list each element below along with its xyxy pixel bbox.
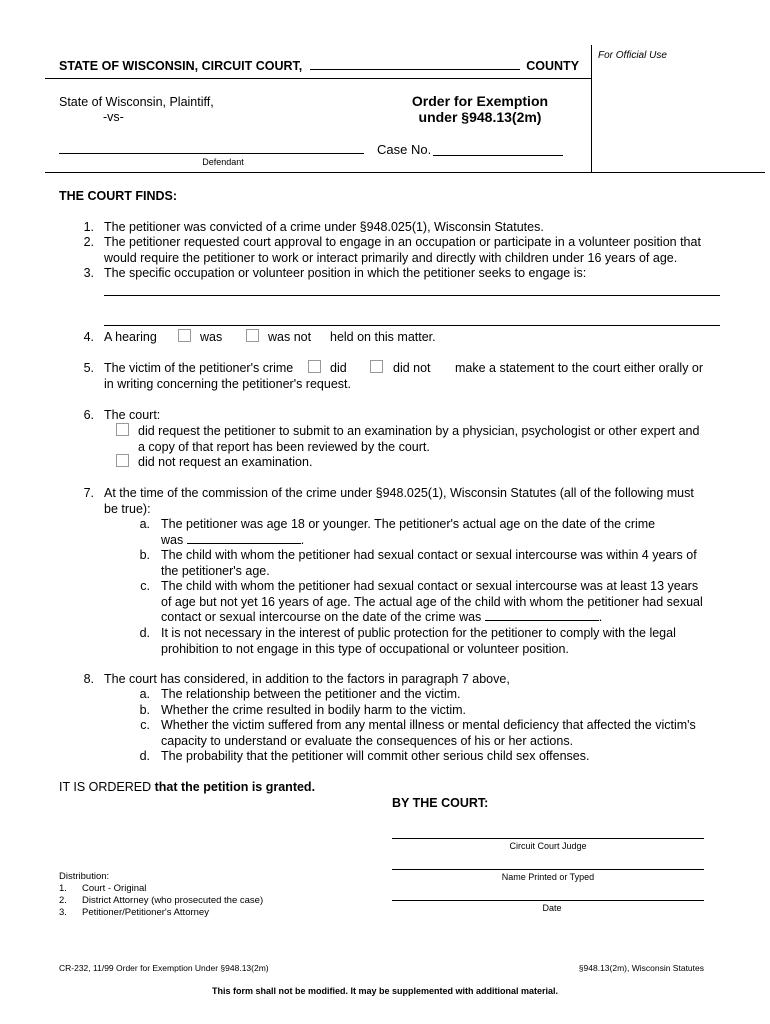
judge-signature-line[interactable] [392,838,704,839]
subitem-letter: b. [139,703,150,717]
court-label: STATE OF WISCONSIN, CIRCUIT COURT, [59,59,303,73]
court-caption [59,59,579,73]
hearing-was-not-checkbox[interactable] [246,329,259,342]
order-statement: IT IS ORDERED that the petition is granted. [59,780,316,794]
victim-line-2: in writing concerning the petitioner's request. [104,377,351,391]
item-number: 3. [83,266,94,280]
findings-heading: THE COURT FINDS: [59,189,178,203]
finding-8d: The probability that the petitioner will commit other serious child sex offenses. [161,749,590,763]
county-name-field[interactable] [310,69,520,70]
item-number: 5. [83,361,94,375]
distribution-list [59,871,263,919]
distribution-heading: Distribution: [59,871,110,882]
date-line[interactable] [392,900,704,901]
child-age-field[interactable] [485,620,599,621]
item-number: 6. [83,408,94,422]
finding-7d: It is not necessary in the interest of public protection for the petitioner to comply with the legal prohibition to not engage in this type of occupational or volunteer position. [161,626,676,656]
finding-7: At the time of the commission of the crime under §948.025(1), Wisconsin Statutes (all of the following must be true): [104,486,694,516]
item-number: 7. [83,486,94,500]
title-line-1: Order for Exemption [411,93,549,109]
statute-reference: §948.13(2m), Wisconsin Statutes [578,963,704,973]
distribution-item: 3. Petitioner/Petitioner's Attorney [59,907,209,918]
item-number: 8. [83,672,94,686]
case-no-field[interactable] [433,155,563,156]
victim-did-label: did [330,361,347,375]
finding-1: The petitioner was convicted of a crime under §948.025(1), Wisconsin Statutes. [104,220,544,234]
finding-8c: Whether the victim suffered from any mental illness or mental deficiency that affected the victim's capacity to understand or evaluate the consequences of his or her actions. [161,718,696,748]
finding-7b: The child with whom the petitioner had sexual contact or sexual intercourse was within 4 years of the petitioner's age. [161,548,697,578]
victim-did-not-label: did not [393,361,431,375]
finding-2: The petitioner requested court approval to engage in an occupation or participate in a volunteer position that would require the petitioner to work or interact primarily and directly with children under 16 years of age. [104,235,701,265]
item-number: 1. [83,220,94,234]
exam-not-requested-checkbox[interactable] [116,454,129,467]
date-label: Date [542,903,562,913]
county-label: COUNTY [526,59,580,73]
name-printed-line[interactable] [392,869,704,870]
subitem-letter: a. [139,687,150,701]
hearing-was-not-label: was not [268,330,312,344]
header-bottom-rule [45,172,765,173]
victim-did-checkbox[interactable] [308,360,321,373]
defendant-field[interactable] [59,153,364,154]
finding-3: The specific occupation or volunteer position in which the petitioner seeks to engage is: [104,266,587,280]
header-top-rule [45,78,591,79]
finding-8b: Whether the crime resulted in bodily harm to the victim. [161,703,466,717]
name-printed-label: Name Printed or Typed [501,872,595,882]
case-no-label: Case No. [377,142,432,157]
exam-requested-text: did request the petitioner to submit to an examination by a physician, psychologist or other expert and a copy of that report has been reviewed by the court. [138,424,700,454]
finding-8a: The relationship between the petitioner and the victim. [161,687,461,701]
exam-requested-checkbox[interactable] [116,423,129,436]
victim-label: The victim of the petitioner's crime [104,361,294,375]
exam-not-requested-text: did not request an examination. [138,455,313,469]
official-use-divider [591,45,592,172]
item-number: 4. [83,330,94,344]
hearing-end: held on this matter. [330,330,436,344]
subitem-letter: d. [139,626,150,640]
subitem-letter: d. [139,749,150,763]
subitem-letter: c. [140,718,150,732]
petitioner-age-field[interactable] [187,543,301,544]
item-number: 2. [83,235,94,249]
by-the-court-label: BY THE COURT: [392,796,489,810]
occupation-field-line-2[interactable] [104,325,720,326]
subitem-letter: c. [140,579,150,593]
finding-8: The court has considered, in addition to the factors in paragraph 7 above, [104,672,510,686]
defendant-label: Defendant [202,157,244,167]
victim-end: make a statement to the court either orally or [455,361,704,375]
court-label: The court: [104,408,161,422]
finding-7a: The petitioner was age 18 or younger. The petitioner's actual age on the date of the crime was . [161,517,656,547]
hearing-was-checkbox[interactable] [178,329,191,342]
vs-label: -vs- [103,110,124,124]
hearing-was-label: was [200,330,223,344]
form-id: CR-232, 11/99 Order for Exemption Under §948.13(2m) [59,963,269,973]
victim-did-not-checkbox[interactable] [370,360,383,373]
occupation-field-line-1[interactable] [104,295,720,296]
subitem-letter: b. [139,548,150,562]
title-line-2: under §948.13(2m) [418,109,542,125]
subitem-letter: a. [139,517,150,531]
finding-7c: The child with whom the petitioner had sexual contact or sexual intercourse was at least 13 years of age but not yet 16 years of age. The actual age of the child with whom the petitioner had sexual contact or sexual intercourse on the date of the crime was . [161,579,703,624]
official-use-label: For Official Use [598,50,667,61]
plaintiff-label: State of Wisconsin, Plaintiff, [59,95,214,109]
distribution-item: 1. Court - Original [59,883,147,894]
modification-notice: This form shall not be modified. It may be supplemented with additional material. [211,986,559,996]
distribution-item: 2. District Attorney (who prosecuted the case) [59,895,264,906]
judge-label: Circuit Court Judge [509,841,587,851]
page-title [380,93,580,125]
hearing-label: A hearing [104,330,157,344]
